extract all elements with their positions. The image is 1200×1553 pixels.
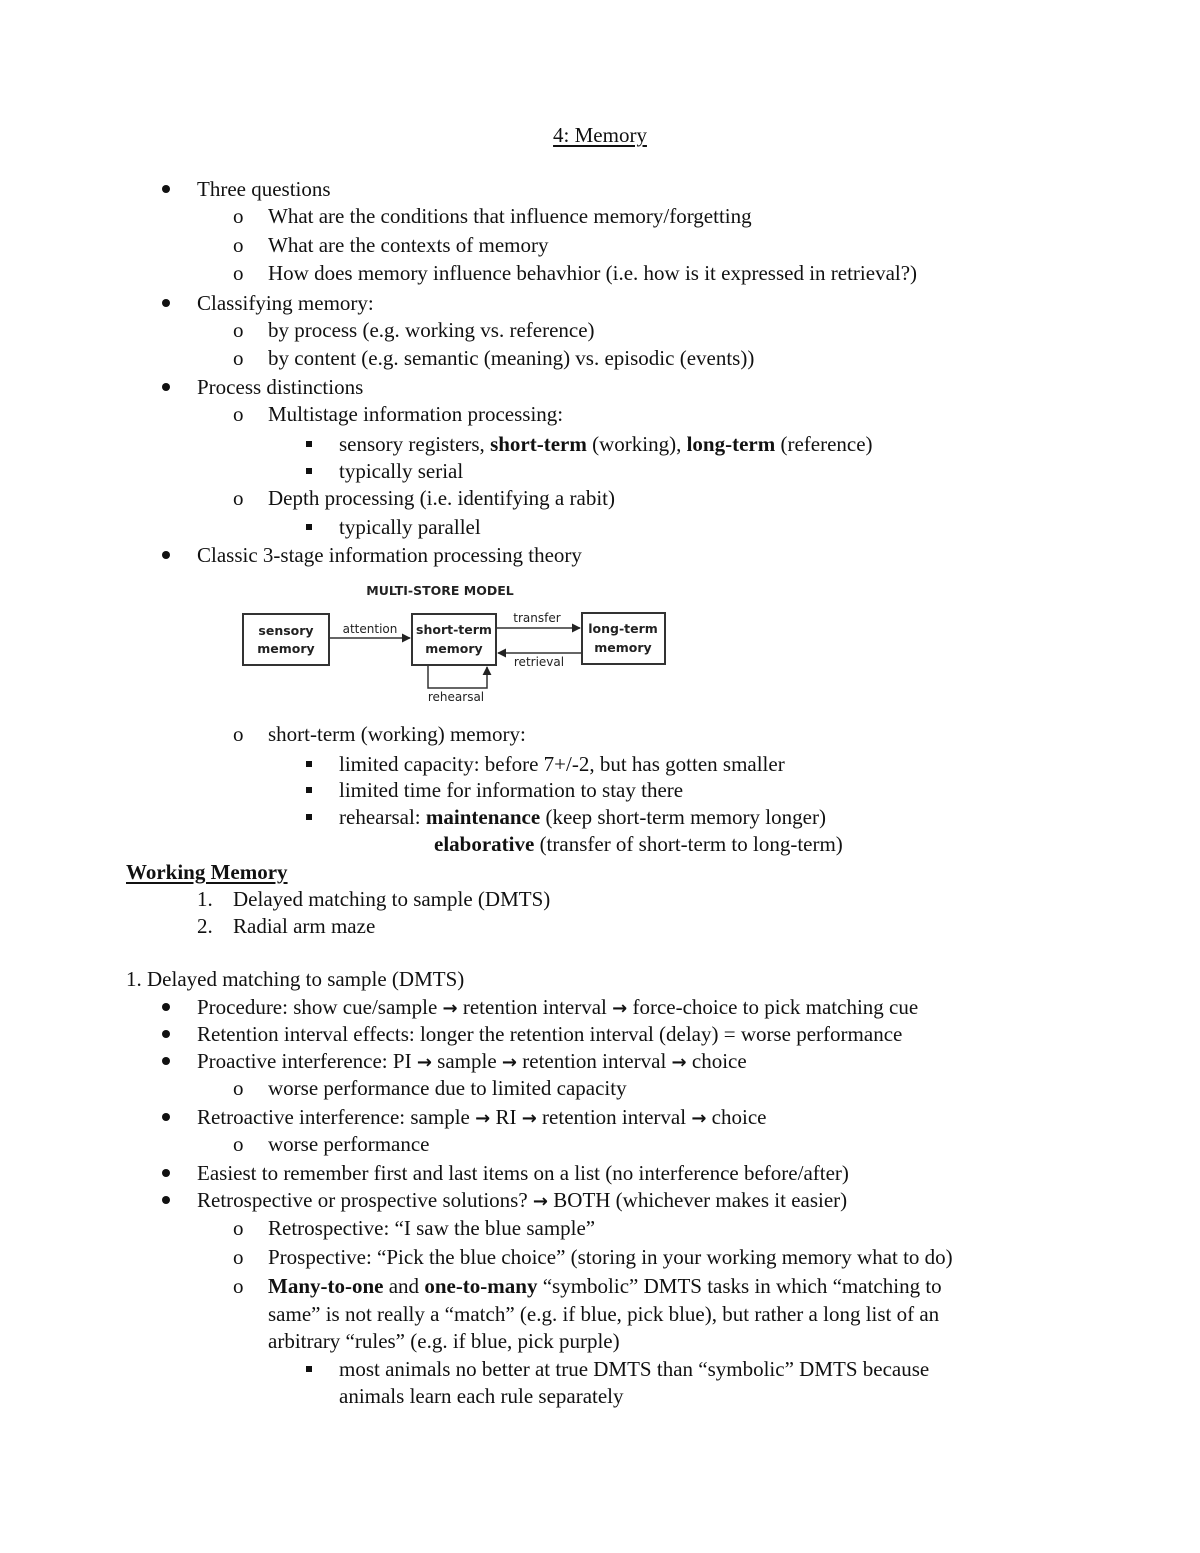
square-bullet-icon bbox=[306, 468, 312, 474]
bullet-icon bbox=[162, 1057, 170, 1065]
bullet-icon bbox=[162, 185, 170, 193]
item-text: worse performance due to limited capacity bbox=[268, 1076, 627, 1100]
item-text: animals learn each rule separately bbox=[339, 1384, 624, 1408]
circle-bullet-icon: o bbox=[233, 486, 244, 510]
circle-bullet-icon: o bbox=[233, 346, 244, 370]
item-text: limited time for information to stay there bbox=[339, 778, 684, 802]
arrow-icon: → bbox=[612, 998, 628, 1019]
box-label: sensory bbox=[258, 623, 314, 638]
arrow-icon: → bbox=[532, 1191, 549, 1212]
item-text: Retrospective: “I saw the blue sample” bbox=[268, 1216, 596, 1240]
bullet-icon bbox=[162, 383, 170, 391]
item-text: Many-to-one and one-to-many “symbolic” DMTS tasks in which “matching to bbox=[268, 1274, 942, 1298]
bullet-icon bbox=[162, 1030, 170, 1038]
item-text: by process (e.g. working vs. reference) bbox=[268, 318, 595, 342]
item-text: same” is not really a “match” (e.g. if blue, pick blue), but rather a long list of an bbox=[268, 1302, 940, 1326]
item-text: Procedure: show cue/sample → retention interval → force-choice to pick matching cue bbox=[197, 995, 919, 1019]
square-bullet-icon bbox=[306, 761, 312, 767]
item-text: worse performance bbox=[268, 1132, 430, 1156]
item-text: Three questions bbox=[197, 177, 331, 201]
item-text: Prospective: “Pick the blue choice” (storing in your working memory what to do) bbox=[268, 1245, 953, 1269]
item-text: Classic 3-stage information processing theory bbox=[197, 543, 582, 567]
bullet-icon bbox=[162, 1169, 170, 1177]
item-text: typically parallel bbox=[339, 515, 481, 539]
bullet-icon bbox=[162, 1113, 170, 1121]
arrow-icon: → bbox=[671, 1052, 687, 1073]
item-text: How does memory influence behavhior (i.e. how is it expressed in retrieval?) bbox=[268, 261, 918, 285]
item-text: sensory registers, short-term (working), long-term (reference) bbox=[339, 432, 873, 456]
bullet-icon bbox=[162, 299, 170, 307]
item-text: Retrospective or prospective solutions? → BOTH (whichever makes it easier) bbox=[197, 1188, 848, 1212]
item-text: most animals no better at true DMTS than “symbolic” DMTS because bbox=[339, 1357, 930, 1381]
square-bullet-icon bbox=[306, 814, 312, 820]
multi-store-model-diagram bbox=[235, 578, 675, 708]
circle-bullet-icon: o bbox=[233, 233, 244, 257]
item-text: What are the conditions that influence memory/forgetting bbox=[268, 204, 752, 228]
square-bullet-icon bbox=[306, 441, 312, 447]
circle-bullet-icon: o bbox=[233, 1216, 244, 1240]
item-text: Radial arm maze bbox=[233, 914, 376, 938]
circle-bullet-icon: o bbox=[233, 1076, 244, 1100]
rehearsal-label: rehearsal bbox=[427, 690, 485, 704]
item-text: by content (e.g. semantic (meaning) vs. episodic (events)) bbox=[268, 346, 755, 370]
circle-bullet-icon: o bbox=[233, 318, 244, 342]
circle-bullet-icon: o bbox=[233, 261, 244, 285]
arrow-icon: → bbox=[691, 1108, 707, 1129]
item-text: Multistage information processing: bbox=[268, 402, 564, 426]
item-text: Delayed matching to sample (DMTS) bbox=[233, 887, 551, 911]
item-text: Retroactive interference: sample → RI → retention interval → choice bbox=[197, 1105, 767, 1129]
attention-label: attention bbox=[342, 622, 398, 636]
arrow-icon: → bbox=[416, 1052, 432, 1073]
item-text: Easiest to remember first and last items on a list (no interference before/after) bbox=[197, 1161, 849, 1185]
box-label: short-term bbox=[416, 622, 492, 637]
arrow-icon: → bbox=[521, 1108, 537, 1129]
box-label: long-term bbox=[588, 621, 658, 636]
item-text: Classifying memory: bbox=[197, 291, 374, 315]
retrieval-label: retrieval bbox=[513, 655, 565, 669]
box-label: memory bbox=[594, 640, 652, 655]
box-label: memory bbox=[257, 641, 315, 656]
item-text: rehearsal: maintenance (keep short-term memory longer) bbox=[339, 805, 826, 829]
bullet-icon bbox=[162, 551, 170, 559]
circle-bullet-icon: o bbox=[233, 1245, 244, 1269]
bullet-icon bbox=[162, 1196, 170, 1204]
square-bullet-icon bbox=[306, 1366, 312, 1372]
bullet-icon bbox=[162, 1003, 170, 1011]
circle-bullet-icon: o bbox=[233, 1274, 244, 1298]
diagram-title: MULTI-STORE MODEL bbox=[366, 583, 514, 598]
item-text: Proactive interference: PI → sample → retention interval → choice bbox=[197, 1049, 747, 1073]
item-text: typically serial bbox=[339, 459, 464, 483]
item-text: What are the contexts of memory bbox=[268, 233, 549, 257]
heading-text: 1. Delayed matching to sample (DMTS) bbox=[126, 967, 465, 991]
item-text: short-term (working) memory: bbox=[268, 722, 526, 746]
box-label: memory bbox=[425, 641, 483, 656]
rehearsal-loop-arrow bbox=[428, 665, 487, 688]
circle-bullet-icon: o bbox=[233, 402, 244, 426]
item-number: 1. bbox=[197, 887, 213, 911]
item-text: elaborative (transfer of short-term to long-term) bbox=[434, 832, 843, 856]
item-text: arbitrary “rules” (e.g. if blue, pick purple) bbox=[268, 1329, 620, 1353]
square-bullet-icon bbox=[306, 787, 312, 793]
heading-text: Working Memory bbox=[126, 860, 288, 884]
item-text: limited capacity: before 7+/-2, but has gotten smaller bbox=[339, 752, 785, 776]
circle-bullet-icon: o bbox=[233, 722, 244, 746]
arrow-icon: → bbox=[475, 1108, 491, 1129]
page-title: 4: Memory bbox=[553, 123, 647, 147]
arrow-icon: → bbox=[501, 1052, 517, 1073]
item-text: Retention interval effects: longer the retention interval (delay) = worse performance bbox=[197, 1022, 903, 1046]
square-bullet-icon bbox=[306, 524, 312, 530]
item-text: Depth processing (i.e. identifying a rabit) bbox=[268, 486, 615, 510]
sensory-memory-box bbox=[243, 614, 329, 665]
transfer-label: transfer bbox=[513, 611, 561, 625]
item-text: Process distinctions bbox=[197, 375, 364, 399]
circle-bullet-icon: o bbox=[233, 1132, 244, 1156]
circle-bullet-icon: o bbox=[233, 204, 244, 228]
item-number: 2. bbox=[197, 914, 213, 938]
arrow-icon: → bbox=[442, 998, 458, 1019]
